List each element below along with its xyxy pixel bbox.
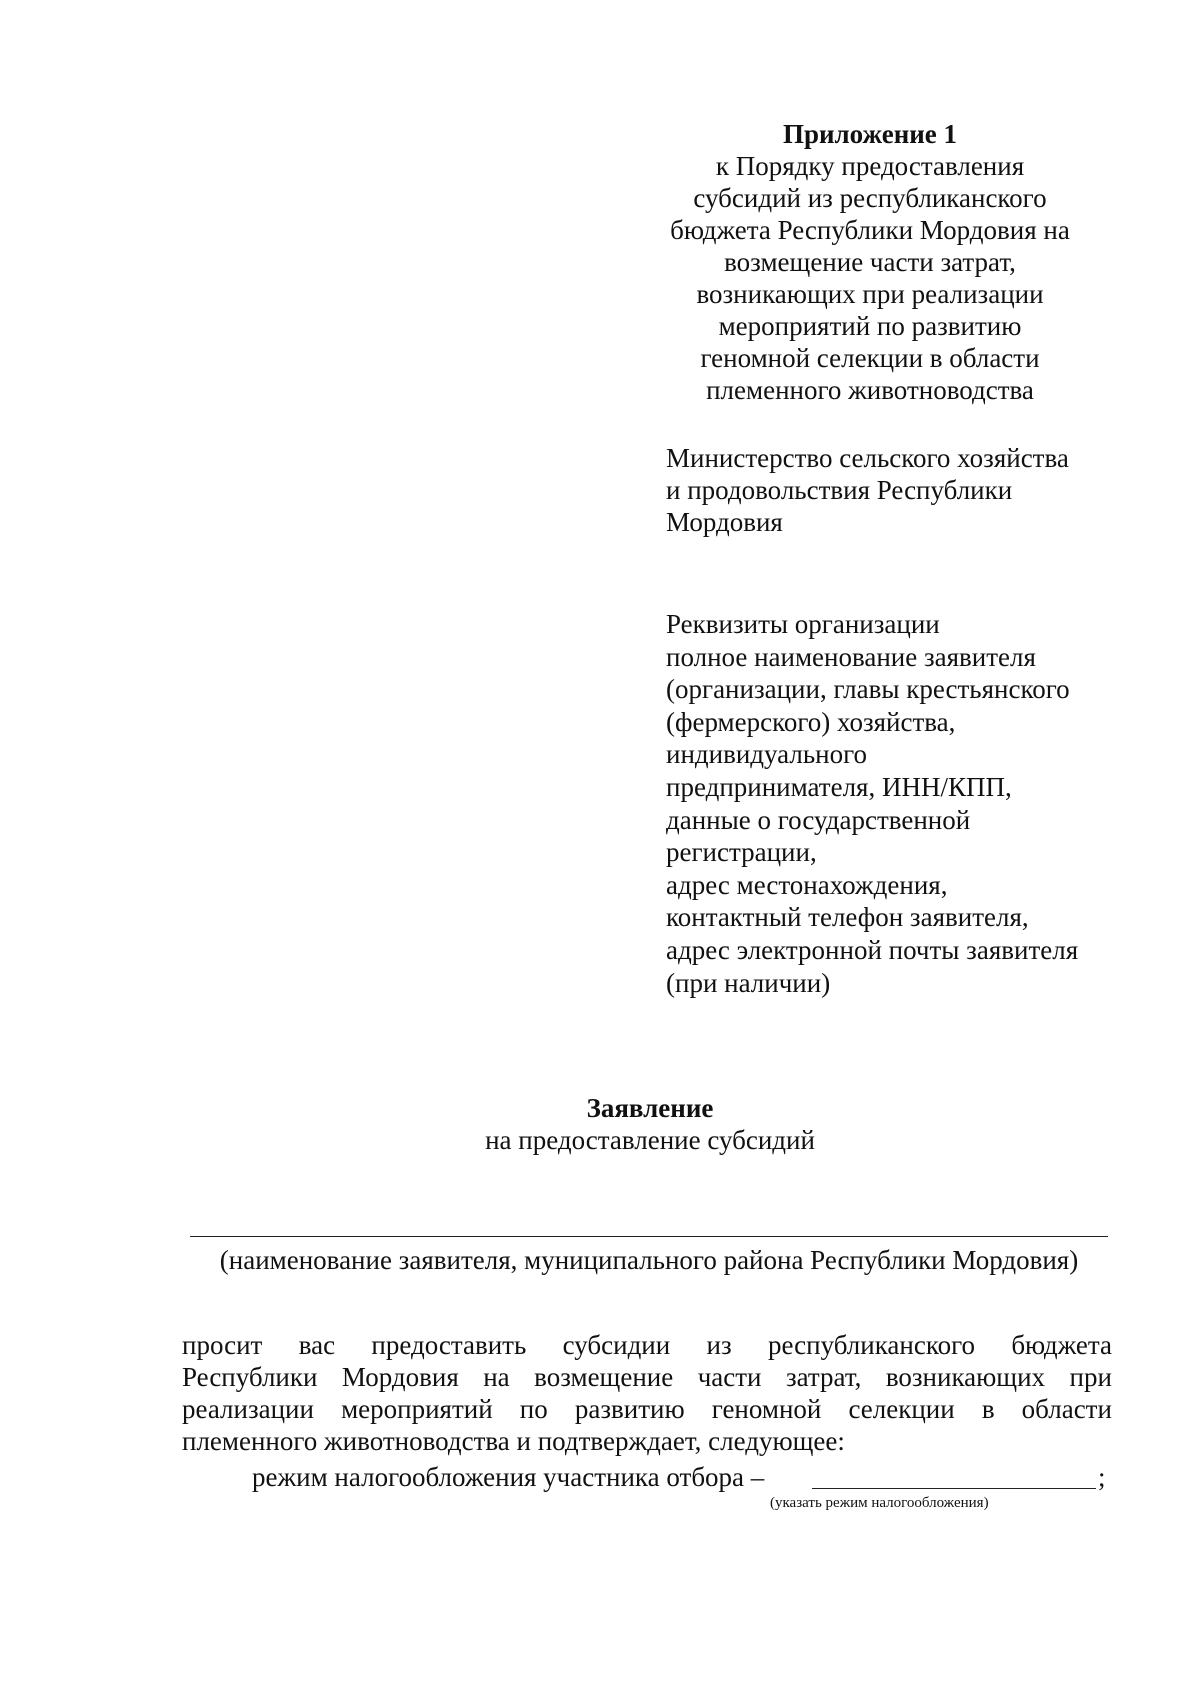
- statement-subtitle: на предоставление субсидий: [485, 1125, 815, 1155]
- recipient-block: [666, 442, 1126, 538]
- body-word: просит: [182, 1330, 263, 1360]
- body-word: мероприятий: [341, 1394, 493, 1424]
- requisites-line: индивидуального: [666, 739, 868, 770]
- body-word: по: [519, 1394, 548, 1424]
- tax-regime-hint: (указать режим налогообложения): [770, 1495, 989, 1511]
- tax-regime-blank-field[interactable]: [812, 1488, 1096, 1489]
- body-word: возникающих: [885, 1362, 1046, 1392]
- requisites-line: (организации, главы крестьянского: [666, 674, 1070, 705]
- body-word: селекции: [848, 1394, 955, 1424]
- recipient-line: Министерство сельского хозяйства: [666, 443, 1069, 473]
- requisites-line: адрес электронной почты заявителя: [666, 934, 1079, 965]
- body-word: племенного животноводства и подтверждает, следующее:: [182, 1426, 845, 1456]
- body-word: из: [706, 1330, 732, 1360]
- body-word: бюджета: [1011, 1330, 1112, 1360]
- body-word: на: [483, 1362, 510, 1392]
- statement-body-paragraph: [182, 1329, 1112, 1457]
- body-word: развитию: [574, 1394, 685, 1424]
- body-word: возмещение: [534, 1362, 674, 1392]
- requisites-line: полное наименование заявителя: [666, 641, 1036, 672]
- recipient-line: и продовольствия Республики: [666, 475, 1013, 505]
- appendix-line: племенного животноводства: [706, 375, 1034, 405]
- statement-title: Заявление: [586, 1093, 714, 1123]
- requisites-line: Реквизиты организации: [666, 609, 940, 639]
- body-word: Республики: [182, 1362, 318, 1392]
- body-word: вас: [298, 1330, 336, 1360]
- requisites-line: данные о государственной: [666, 804, 971, 835]
- requisites-line: (фермерского) хозяйства,: [666, 706, 956, 737]
- tax-regime-label: режим налогообложения участника отбора –: [252, 1462, 765, 1492]
- requisites-block: [666, 608, 1126, 999]
- body-word: области: [1021, 1394, 1112, 1424]
- recipient-line: Мордовия: [666, 507, 783, 537]
- appendix-line: мероприятий по развитию: [718, 311, 1022, 341]
- requisites-line: (при наличии): [666, 967, 831, 998]
- appendix-line: возникающих при реализации: [696, 279, 1044, 309]
- body-word: предоставить: [371, 1330, 527, 1360]
- body-word: геномной: [711, 1394, 822, 1424]
- body-line: [182, 1329, 1112, 1361]
- requisites-line: адрес местонахождения,: [666, 869, 948, 900]
- body-line: [182, 1361, 1112, 1393]
- appendix-line: возмещение части затрат,: [724, 247, 1016, 277]
- appendix-title: Приложение 1: [782, 119, 958, 149]
- body-word: затрат,: [785, 1362, 862, 1392]
- appendix-line: субсидий из республиканского: [693, 183, 1047, 213]
- body-word: части: [697, 1362, 762, 1392]
- requisites-line: регистрации,: [666, 837, 817, 868]
- requisites-line: контактный телефон заявителя,: [666, 902, 1029, 933]
- body-word: при: [1069, 1362, 1112, 1392]
- requisites-line: предпринимателя, ИНН/КПП,: [666, 771, 1012, 802]
- body-word: субсидии: [562, 1330, 671, 1360]
- body-word: республиканского: [767, 1330, 975, 1360]
- applicant-name-caption: (наименование заявителя, муниципального района Республики Мордовия): [219, 1245, 1079, 1275]
- tax-regime-semicolon: ;: [1098, 1462, 1106, 1492]
- applicant-name-blank-line: [190, 1236, 1108, 1237]
- body-word: в: [981, 1394, 995, 1424]
- appendix-line: геномной селекции в области: [700, 343, 1040, 373]
- appendix-block: [640, 118, 1100, 406]
- appendix-line: бюджета Республики Мордовия на: [670, 215, 1070, 245]
- body-line: [182, 1393, 1112, 1425]
- appendix-line: к Порядку предоставления: [715, 151, 1025, 181]
- body-word: реализации: [182, 1394, 314, 1424]
- body-word: Мордовия: [341, 1362, 459, 1392]
- body-line: [182, 1425, 1112, 1457]
